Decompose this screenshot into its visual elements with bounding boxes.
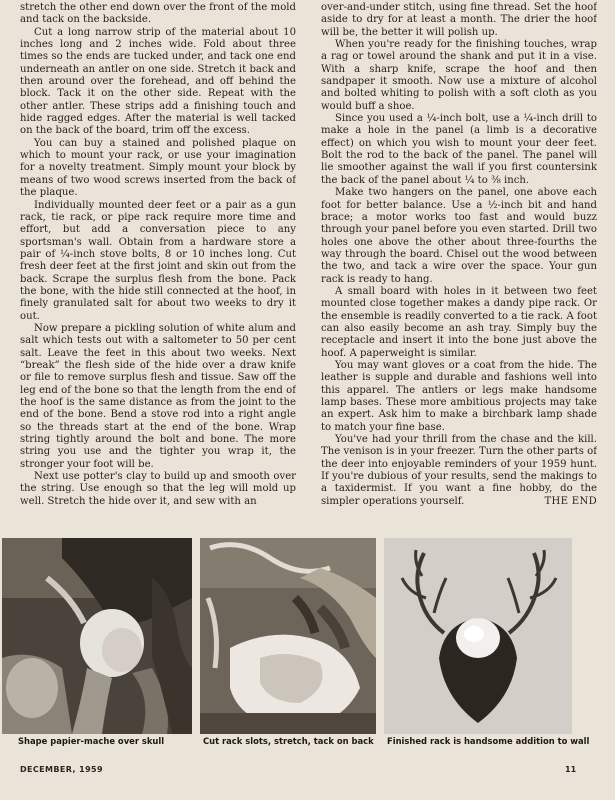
paragraph: Next use potter's clay to build up and smooth over the string. Use enough so that the leg will mold up well. Stretch the hide over it, and sew with an xyxy=(20,471,296,507)
paragraph: Make two hangers on the panel, one above each foot for better balance. Use a ½-inch bit and hand brace; a motor works too fast and would buzz through your panel before you even started. Drill two holes one above the other about three-fourths the way through the board. Chisel out the wood between the two, and tack a wire over the space. Your gun rack is ready to hang. xyxy=(321,187,597,285)
final-paragraph-text: You've had your thrill from the chase and the kill. The venison is in your freezer. Turn the other parts of the deer into enjoyable reminders of your 1959 hunt. If you're dubious of your results, send the makings to a taxidermist. If you want a fine hobby, do the simpler operations yourself. xyxy=(321,434,597,507)
photo-cut-rack-slots xyxy=(200,538,376,734)
left-column xyxy=(20,2,296,532)
photo-strip xyxy=(2,538,613,738)
paragraph: over-and-under stitch, using fine thread. Set the hoof aside to dry for at least a month. The drier the hoof will be, the better it will polish up. xyxy=(321,2,597,38)
paragraph: Now prepare a pickling solution of white alum and salt which tests out with a saltometer to 50 per cent salt. Leave the feet in this about two weeks. Next “break” the flesh side of the hide over a draw knife or file to remove surplus flesh and tissue. Saw off the leg end of the bone so that the length from the end of the hoof is the same distance as from the joint to the end of the bone. Bend a stove rod into a right angle so the threads start at the end of the bone. Wrap string tightly around the bolt and bone. The more string you use and the tighter you wrap it, the stronger your foot will be. xyxy=(20,322,296,470)
issue-date: DECEMBER, 1959 xyxy=(20,765,103,774)
photo-papier-mache-image xyxy=(2,538,192,734)
photo-papier-mache-skull xyxy=(2,538,192,734)
caption-finished-rack: Finished rack is handsome addition to wall xyxy=(387,736,590,746)
paragraph: When you're ready for the finishing touches, wrap a rag or towel around the shank and put it in a vise. With a sharp knife, scrape the hoof and then sandpaper it smooth. Now use a mixture of alcohol and bolted whiting to polish with a soft cloth as you would buff a shoe. xyxy=(321,39,597,112)
paragraph: Since you used a ¼-inch bolt, use a ¼-inch drill to make a hole in the panel (a limb is a decorative effect) on which you wish to mount your deer feet. Bolt the rod to the back of the panel. The panel will lie smoother against the wall if you first countersink the back of the panel about ¼ to ⅜ inch. xyxy=(321,113,597,186)
paragraph: You can buy a stained and polished plaque on which to mount your rack, or use your imagination for a novelty treatment. Simply mount your block by means of two wood screws inserted from the back of the plaque. xyxy=(20,137,296,199)
page-footer xyxy=(0,765,615,779)
photo-finished-rack xyxy=(384,538,572,734)
paragraph: Cut a long narrow strip of the material about 10 inches long and 2 inches wide. Fold about three times so the ends are tucked under, and tack one end underneath an antler on one side. Stretch it back and then around over the forehead, and off behind the block. Tack it on the other side. Repeat with the other antler. These strips add a finishing touch and hide ragged edges. After the material is well tacked on the back of the board, trim off the excess. xyxy=(20,26,296,137)
paragraph: You may want gloves or a coat from the hide. The leather is supple and durable and fashions well into this apparel. The antlers or legs make handsome lamp bases. These more ambitious projects may take an expert. Ask him to make a birchbark lamp shade to match your fine base. xyxy=(321,359,597,433)
photo-captions xyxy=(0,736,615,750)
photo-cut-rack-image xyxy=(200,538,376,734)
right-column xyxy=(321,2,597,532)
paragraph: Individually mounted deer feet or a pair as a gun rack, tie rack, or pipe rack require more time and effort, but add a conversation piece to any sportsman's wall. Obtain from a hardware store a pair of ¼-inch stove bolts, 8 or 10 inches long. Cut fresh deer feet at the first joint and skin out from the back. Scrape the surplus flesh from the bone. Pack the bone, with the hide still connected at the hoof, in finely granulated salt for about two weeks to dry it out. xyxy=(20,199,296,322)
photo-finished-rack-image xyxy=(384,538,572,734)
caption-cut-rack: Cut rack slots, stretch, tack on back xyxy=(203,736,374,746)
paragraph: A small board with holes in it between two feet mounted close together makes a dandy pipe rack. Or the ensemble is readily converted to a tie rack. A foot can also easily become an ash tray. Simply buy the receptacle and insert it into the bone just above the hoof. A paperweight is similar. xyxy=(321,285,597,359)
paragraph-final xyxy=(321,434,597,508)
end-mark: THE END xyxy=(544,495,597,507)
caption-papier-mache: Shape papier-mache over skull xyxy=(18,736,165,746)
paragraph: stretch the other end down over the front of the mold and tack on the backside. xyxy=(20,2,296,26)
article-body xyxy=(20,2,597,532)
page-number: 11 xyxy=(565,765,577,774)
